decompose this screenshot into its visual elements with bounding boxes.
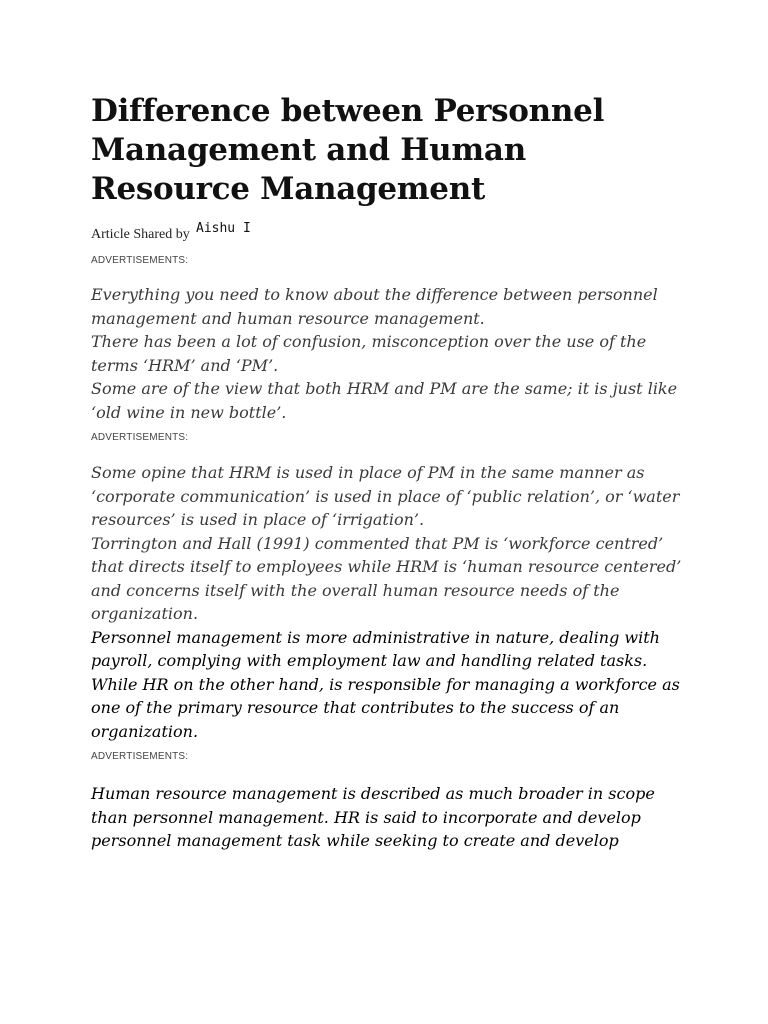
byline-label: Article Shared by: [91, 227, 190, 242]
advertisement-label: ADVERTISEMENTS:: [91, 751, 189, 762]
paragraph: Human resource management is described as much broader in scope than personnel management. HR is said to incorporate and develop personnel management task while seeking to create and develop: [91, 784, 655, 850]
paragraph-block: [91, 283, 691, 424]
paragraph: Torrington and Hall (1991) commented that PM is ‘workforce centred’ that directs itself to employees while HRM is ‘human resource centered’ and concerns itself with the overall human resource needs of the organization.: [91, 533, 682, 623]
author-link[interactable]: Aishu I: [196, 221, 251, 236]
advertisement-label: ADVERTISEMENTS:: [91, 255, 189, 266]
byline: [91, 221, 691, 243]
paragraph-block: [91, 461, 691, 743]
article: [91, 92, 691, 853]
paragraph-block: [91, 782, 691, 853]
paragraph: Some are of the view that both HRM and PM are the same; it is just like ‘old wine in new bottle’.: [91, 379, 678, 422]
paragraph: Some opine that HRM is used in place of PM in the same manner as ‘corporate communication’ is used in place of ‘public relation’, or ‘water resources’ is used in place of ‘irrigation’.: [91, 463, 680, 529]
paragraph: Personnel management is more administrative in nature, dealing with payroll, complying with employment law and handling related tasks.: [91, 627, 660, 670]
paragraph: Everything you need to know about the difference between personnel management and human resource management.: [91, 285, 658, 328]
article-title: Difference between Personnel Management and Human Resource Management: [91, 93, 605, 207]
paragraph: There has been a lot of confusion, misconception over the use of the terms ‘HRM’ and ‘PM’.: [91, 332, 647, 375]
paragraph: While HR on the other hand, is responsible for managing a workforce as one of the primary resource that contributes to the success of an organization.: [91, 674, 680, 741]
advertisement-label: ADVERTISEMENTS:: [91, 432, 189, 443]
